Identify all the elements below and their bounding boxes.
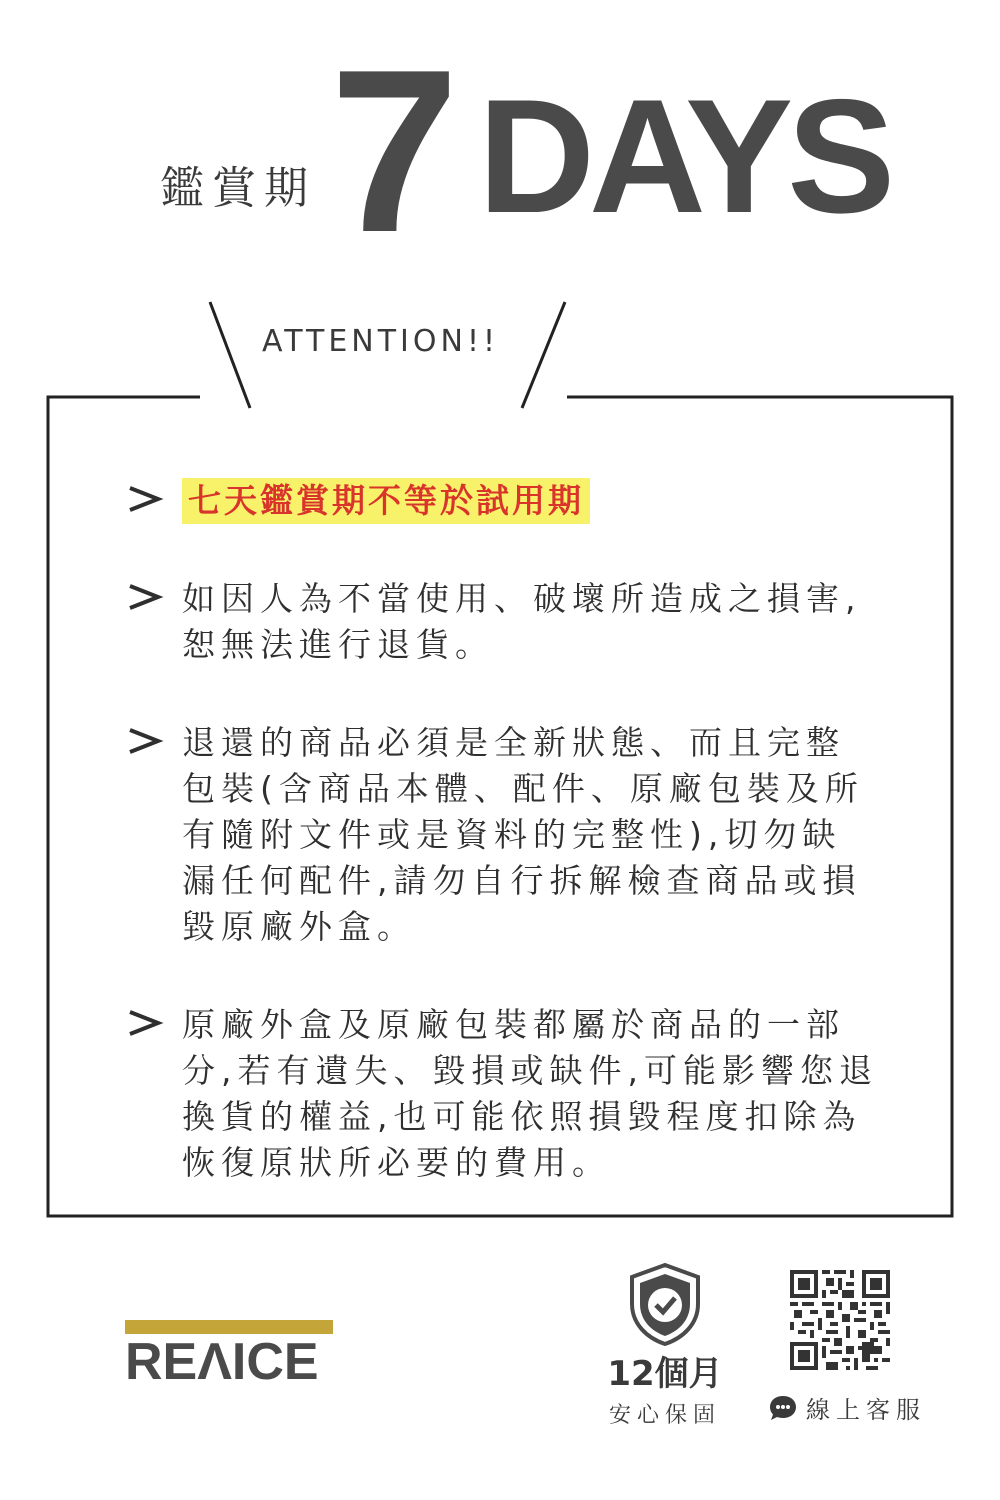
shield-check-icon: [628, 1262, 702, 1346]
logo-text: REΛICE: [125, 1333, 319, 1391]
list-item: [120, 576, 880, 668]
online-service[interactable]: [768, 1390, 926, 1425]
header: [0, 0, 1000, 281]
qr-code[interactable]: [790, 1270, 890, 1370]
service-label: 線上客服: [806, 1396, 926, 1424]
attention-title: ATTENTION!!: [262, 324, 499, 359]
list-item: [120, 1002, 880, 1186]
warranty-title: 12個月: [607, 1354, 723, 1394]
warranty-subtitle: 安心保固: [608, 1403, 721, 1428]
big-days: DAYS: [478, 66, 890, 247]
notice-text: 退還的商品必須是全新狀態、而且完整包裝(含商品本體、配件、原廠包裝及所有隨附文件或是資料的完整性),切勿缺漏任何配件,請勿自行拆解檢查商品或損毀原廠外盒。: [182, 723, 864, 946]
list-item: [120, 720, 880, 950]
warranty-badge: [600, 1262, 730, 1429]
arrow-bullet-icon: [124, 726, 164, 756]
period-label: 鑑賞期: [160, 163, 316, 214]
arrow-bullet-icon: [124, 582, 164, 612]
notice-list: [120, 478, 880, 1238]
arrow-bullet-icon: [124, 484, 164, 514]
list-item: [120, 478, 880, 524]
logo-bar: [125, 1320, 333, 1334]
brand-logo: [125, 1320, 335, 1390]
highlighted-notice: 七天鑑賞期不等於試用期: [182, 478, 590, 524]
arrow-bullet-icon: [124, 1008, 164, 1038]
notice-text: 原廠外盒及原廠包裝都屬於商品的一部分,若有遺失、毀損或缺件,可能影響您退換貨的權益,也可能依照損毀程度扣除為恢復原狀所必要的費用。: [182, 1005, 878, 1182]
big-seven: 7: [330, 22, 460, 281]
notice-text: 如因人為不當使用、破壞所造成之損害,恕無法進行退貨。: [182, 579, 862, 664]
chat-bubble-icon: [768, 1394, 798, 1422]
